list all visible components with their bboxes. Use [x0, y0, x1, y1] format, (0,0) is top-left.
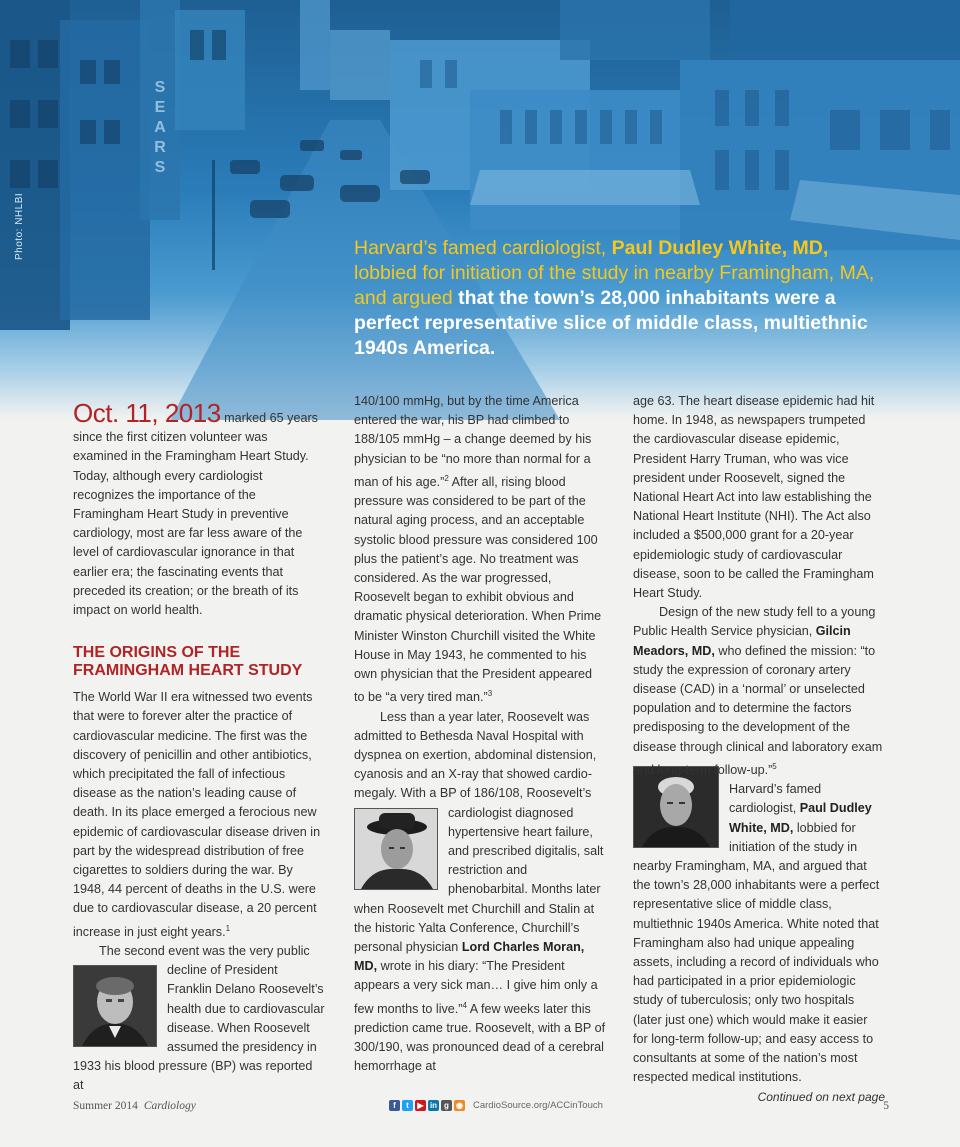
footnote-ref-5: 5: [772, 761, 777, 771]
col3-text-2a: Design of the new study fell to a young Public Health Service physician,: [633, 605, 876, 639]
pull-quote-text: Harvard’s famed cardiologist,: [354, 237, 612, 259]
col2-paragraph-1: [354, 392, 606, 708]
pull-quote-text-2: lobbied for initiation of the study in nearby Framingham, MA, and argued: [354, 262, 875, 309]
origins-paragraph-2: [73, 942, 325, 961]
col2-text-1b: After all, rising blood pressure was considered to be part of the natural aging process, and an acceptable systolic blood pressure was considered 100 plus the patient’s age. No treatment was considered. As the war progressed, Roosevelt began to exhibit obvious and dramatic physical deterioration. When Prime Minister Winston Churchill visited the White House in May 1943, he commented to his own physician that the President appeared to be “a very tired man.”: [354, 475, 602, 705]
moran-photo: [354, 808, 438, 890]
col3-text-2c: Harvard’s famed cardiologist,: [729, 782, 822, 816]
social-links: [389, 1100, 603, 1111]
continued-note: Continued on next page: [757, 1089, 885, 1104]
footnote-ref-2: 2: [444, 473, 449, 483]
origins-text-2b: decline of President Franklin Delano Roosevelt’s health due to cardiovascular disease. When Roosevelt assumed the presidency in 1933 his blood pressure (BP) was reported at: [73, 963, 325, 1093]
moran-name: Lord Charles Moran, MD,: [354, 940, 585, 974]
col2-text-2a: Less than a year later, Roosevelt was admitted to Bethesda Naval Hospital with dyspnea on exertion, abdominal distension, cyanosis and an X-ray that showed cardiomegaly. With a BP of 186/108, Roosevelt’s: [354, 709, 597, 801]
origins-text-2a: The second event was the very public: [99, 944, 310, 959]
roosevelt-portrait: [74, 966, 156, 1046]
twitter-icon[interactable]: t: [402, 1100, 413, 1111]
meadors-name: Gilcin Meadors, MD,: [633, 624, 851, 658]
section-heading: THE ORIGINS OF THE FRAMINGHAM HEART STUDY: [73, 644, 303, 680]
footnote-ref-1: 1: [225, 923, 231, 933]
facebook-icon[interactable]: f: [389, 1100, 400, 1111]
date-heading: Oct. 11, 2013: [73, 398, 221, 428]
column-1: [73, 392, 325, 1096]
issue-date: Summer 2014: [73, 1100, 138, 1112]
linkedin-icon[interactable]: in: [429, 1101, 438, 1110]
roosevelt-photo: [73, 965, 157, 1047]
col3-text-1: age 63. The heart disease epidemic had hit home. In 1948, as newspapers trumpeted the cardiovascular disease epidemic, President Harry Truman, who was vice president under Roosevelt, signed the National Heart Act into law establishing the National Heart Institute (NHI). The Act also included a $500,000 grant for a 20-year epidemiologic study of cardiovascular disease, soon to be called the Framingham Heart Study.: [633, 394, 875, 601]
pull-quote-emphasis: that the town’s 28,000 inhabitants were a perfect representative slice of middle class, multiethnic 1940s America.: [354, 287, 868, 359]
photo-credit: Photo: NHLBI: [14, 192, 25, 260]
intro-text: marked 65 years since the first citizen volunteer was examined in the Framingham Heart Study. Today, although every cardiologist recognizes the importance of the Framingham Heart Study in preventive cardiology, most are far less aware of the level of cardiovascular ignorance in that earlier era; the fascinating events that preceded its creation; or the breath of its impact on world health.: [73, 411, 318, 618]
column-3: [633, 392, 885, 1107]
col3-paragraph-2: [633, 603, 885, 780]
col3-paragraph-1: [633, 392, 885, 603]
col2-text-2c: wrote in his diary: “The President appears a very sick man… I give him only a few months to live.”: [354, 959, 598, 1016]
rss-icon[interactable]: ◉: [454, 1100, 465, 1111]
col3-text-2d: lobbied for initiation of the study in nearby Framingham, MA, and argued that the town’s 28,000 inhabitants were a perfect representative slice of middle class, multiethnic 1940s America. White noted that Framingham also had unique appealing assets, including a record of individuals who had participated in a prior epidemiologic study of tuberculosis; only two hospitals (later just one) which would make it easier for long-term follow-up; and easy access to consultants at some of the nation’s most respected medical institutions.: [633, 820, 880, 1085]
intro-paragraph: [73, 392, 325, 620]
pull-quote: [354, 236, 894, 361]
col2-text-2d: A few weeks later this prediction came true. Roosevelt, with a BP of 300/190, was pronounced dead of a cerebral hemorrhage at: [354, 1001, 606, 1074]
page-number: 5: [883, 1100, 889, 1112]
hero-photo: [0, 0, 960, 420]
cardiosource-link[interactable]: CardioSource.org/ACCinTouch: [473, 1100, 603, 1111]
footnote-ref-4: 4: [462, 1000, 467, 1010]
page-footer: [73, 1100, 889, 1120]
origins-paragraph-1: [73, 688, 325, 942]
magazine-name: Cardiology: [143, 1100, 196, 1112]
moran-portrait: [355, 809, 437, 889]
googleplus-icon[interactable]: g: [441, 1100, 452, 1111]
col2-text-1: 140/100 mmHg, but by the time America entered the war, his BP had climbed to 188/105 mmHg – a change deemed by his physician to be “no more than normal for a man of his age.”: [354, 394, 592, 489]
white-name: Paul Dudley White, MD,: [729, 801, 872, 835]
col2-text-2b: cardiologist diagnosed hypertensive heart failure, and prescribed digitalis, salt restriction and phenobarbital. Months later when Roosevelt met Churchill and Stalin at the historic Yalta Conference, Churchill’s personal physician: [354, 805, 604, 955]
col3-text-2b: who defined the mission: “to study the expression of coronary artery disease (CAD) in a ‘normal’ or unselected population and to determine the factors predisposing to the development of the disease through clinical and laboratory exam and long-term follow-up.”: [633, 643, 883, 778]
col2-paragraph-2: [354, 708, 606, 804]
origins-text-1: The World War II era witnessed two events that were to forever alter the practice of cardiovascular medicine. The first was the discovery of penicillin and other antibiotics, which precipitated the fall of infectious disease as the nation’s leading cause of death. In its place emerged a ferocious new epidemic of cardiovascular disease driven in part by the widespread distribution of free cigarettes to soldiers during the war. By 1948, 44 percent of deaths in the U.S. were due to cardiovascular disease, a 20 percent increase in just eight years.: [73, 690, 321, 939]
youtube-icon[interactable]: ▶: [415, 1100, 426, 1111]
footnote-ref-3: 3: [487, 689, 493, 699]
pull-quote-name: Paul Dudley White, MD,: [611, 237, 829, 259]
column-2: [354, 392, 606, 1077]
footer-issue: [73, 1100, 196, 1112]
sears-sign: SEARS: [154, 79, 166, 176]
